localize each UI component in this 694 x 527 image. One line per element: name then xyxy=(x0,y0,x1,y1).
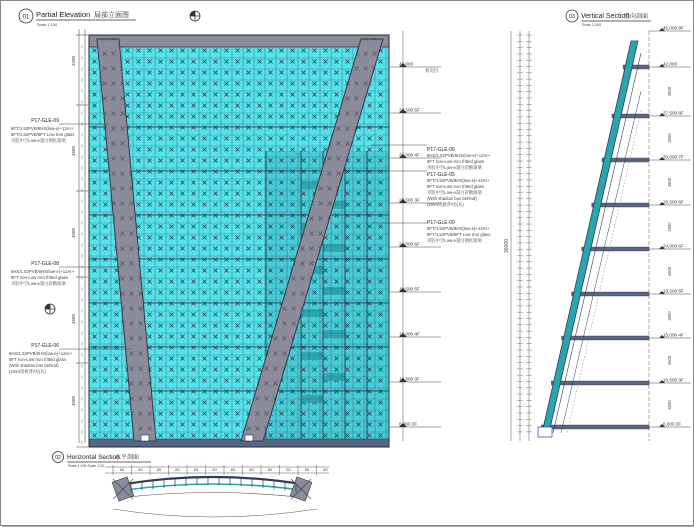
level-label: 33,000 4F xyxy=(399,152,420,158)
callout-line: 夹胶中空Low-e超白彩釉玻璃 xyxy=(427,190,482,195)
callout-tag: P17-GLE-06 xyxy=(31,343,59,349)
floor-slab xyxy=(541,425,649,429)
callout-line: 夹胶中空Low-e超白钢化玻璃 xyxy=(427,238,482,243)
callout-line: 8FT/1.52PVB/8FT Low Iron glass xyxy=(427,232,491,237)
horizontal-title-block xyxy=(53,452,152,469)
section-level-label: 24,000 6F xyxy=(663,243,684,249)
plan-dim-label: 60 xyxy=(323,467,328,472)
section-marker-top xyxy=(190,11,200,21)
right-node-detail xyxy=(290,477,312,501)
sheet-canvas xyxy=(1,1,694,527)
elevation-number: 01 xyxy=(22,14,30,21)
plan-dim-label: 60 xyxy=(249,467,254,472)
elevation-left-dimensions xyxy=(71,29,88,447)
callout-line: (2mm铝板背衬)(灰) xyxy=(427,202,464,207)
section-dim-label: 4500 xyxy=(667,133,672,143)
elevation-scale: Scale 1:100 xyxy=(37,23,58,27)
top-note: 机房层 xyxy=(425,68,439,73)
section-level-label: 42,000 xyxy=(663,61,678,67)
horizontal-number: 02 xyxy=(55,455,61,461)
dim-label: 4500 xyxy=(71,227,76,239)
callout-line: (With shadow box behind) xyxy=(9,363,59,368)
section-level-label: 10,500 3F xyxy=(663,377,684,383)
horizontal-title-cn: 水平剖面 xyxy=(115,455,140,461)
callout-line: 6HS/1.52PVB/6HS(low-e)+12Ar+ xyxy=(9,351,73,356)
section-number: 03 xyxy=(568,14,576,20)
floor-slab xyxy=(582,247,649,251)
elevation-title-block xyxy=(19,9,136,27)
callout-tag: P17-GLE-06 xyxy=(427,147,455,153)
plan-dim-label: 60 xyxy=(230,467,236,472)
plan-dim-label: 60 xyxy=(193,467,199,472)
callout-tag: P17-GLE-09 xyxy=(31,118,59,124)
callout-line: 8FT/1.52PVB/8HS(low-e)+12Ar+ xyxy=(427,178,490,183)
section-dim-label: 4500 xyxy=(667,355,672,366)
section-dim-label: 4500 xyxy=(667,311,672,321)
plan-dim-label: 60 xyxy=(286,467,291,472)
section-level-label: 19,500 5F xyxy=(663,288,684,294)
section-dim-label: 4500 xyxy=(667,86,672,97)
level-label: 42,000 xyxy=(399,61,414,67)
level-label: 24,000 6F xyxy=(399,241,420,247)
callout-line: 8FT non-Low Iron fritted glass xyxy=(9,357,67,362)
level-label: 15,000 4F xyxy=(399,331,420,337)
callout-line: 夹胶中空Low-e超白彩釉玻璃 xyxy=(427,165,482,170)
callout-line: 8FT/1.52PVB/8HS(low-e)+12Ar+ xyxy=(11,126,74,131)
callout-line: (With shadow box behind) xyxy=(427,196,477,201)
section-level-label: 45,000 9F xyxy=(663,25,684,31)
section-title-cn: 竖向剖面 xyxy=(624,14,649,20)
facade-elevation xyxy=(89,35,389,447)
dim-label: 4500 xyxy=(71,55,76,67)
sloped-facade-section xyxy=(538,31,649,441)
plan-dim-label: 60 xyxy=(119,467,125,472)
callout-line: 夹胶中空Low-e超白彩釉玻璃 xyxy=(11,281,66,286)
dim-label: 4500 xyxy=(71,395,76,407)
level-label: 28,500 3F xyxy=(399,197,420,203)
level-label: 6,000 2F xyxy=(399,421,418,427)
level-label: 37,500 5F xyxy=(399,107,420,113)
callout-line: 8FT non-Low Iron fritted glass xyxy=(427,159,485,164)
callout-line: 8FT non-Low Iron fritted glass xyxy=(427,184,485,189)
top-beam xyxy=(89,35,389,47)
section-level-label: 6,000 2F xyxy=(663,421,682,427)
callout-tag: P17-GLE-05 xyxy=(427,172,455,178)
vertical-section xyxy=(504,10,691,441)
section-level-label: 15,000 4F xyxy=(663,332,684,338)
section-scale: Scale 1:100 xyxy=(582,23,601,27)
partial-elevation xyxy=(9,9,491,447)
callout-tag: P17-GLE-09 xyxy=(427,220,455,226)
section-level-label: 37,500 8F xyxy=(663,110,684,116)
callout-line: 6HS/1.52PVB/6HS(low-e)+12Ar+ xyxy=(427,153,491,158)
section-level-labels xyxy=(649,26,691,428)
horizontal-section xyxy=(53,452,330,518)
horizontal-title: Horizontal Section xyxy=(67,454,120,461)
floor-slab xyxy=(572,292,649,296)
callout-tag: P17-GLE-08 xyxy=(31,261,59,267)
section-dimensions xyxy=(504,31,532,441)
level-label: 10,500 3F xyxy=(399,376,420,382)
callout-line: 6HS/1.52PVB/6HS(low-e)+12Ar+ xyxy=(11,269,75,274)
plan-dim-label: 60 xyxy=(138,467,143,472)
callout-line: 8FT/1.52PVB/8HS(low-e)+12Ar+ xyxy=(427,226,490,231)
elevation-title-cn: 局部立面图 xyxy=(94,12,129,19)
section-dim-label: 4500 xyxy=(667,222,672,232)
plan-dim-label: 60 xyxy=(304,467,310,472)
plan-dim-label: 60 xyxy=(175,467,180,472)
overall-dimension: 36000 xyxy=(504,239,510,253)
plan-dim-label: 60 xyxy=(267,467,273,472)
section-marker-left xyxy=(45,304,55,314)
callout-line: 8FT non-Low Iron fritted glass xyxy=(11,275,69,280)
section-level-label: 33,000 7F xyxy=(663,154,684,160)
level-label: 19,500 5F xyxy=(399,286,420,292)
section-level-label: 28,500 6F xyxy=(663,199,684,205)
section-dim-label: 4500 xyxy=(667,266,672,277)
callout-line: (2mm铝板背衬)(灰) xyxy=(9,369,46,374)
plan-dim-label: 60 xyxy=(156,467,162,472)
horizontal-scale: Scale 1:100 Scale 1:20 xyxy=(68,464,104,468)
section-title: Vertical Section xyxy=(581,13,630,20)
dim-label: 4500 xyxy=(71,145,76,157)
dim-label: 4500 xyxy=(71,313,76,325)
elevation-title: Partial Elevation xyxy=(36,10,91,19)
section-dim-label: 4500 xyxy=(667,177,672,188)
floor-slab xyxy=(551,381,649,385)
callout-line: 夹胶中空Low-e超白钢化玻璃 xyxy=(11,138,66,143)
plan-dim-label: 60 xyxy=(212,467,217,472)
section-title-block xyxy=(566,10,651,27)
section-dim-label: 4500 xyxy=(667,400,672,410)
callout-line: 8FT/1.52PVB/8FT Low Iron glass xyxy=(11,132,75,137)
